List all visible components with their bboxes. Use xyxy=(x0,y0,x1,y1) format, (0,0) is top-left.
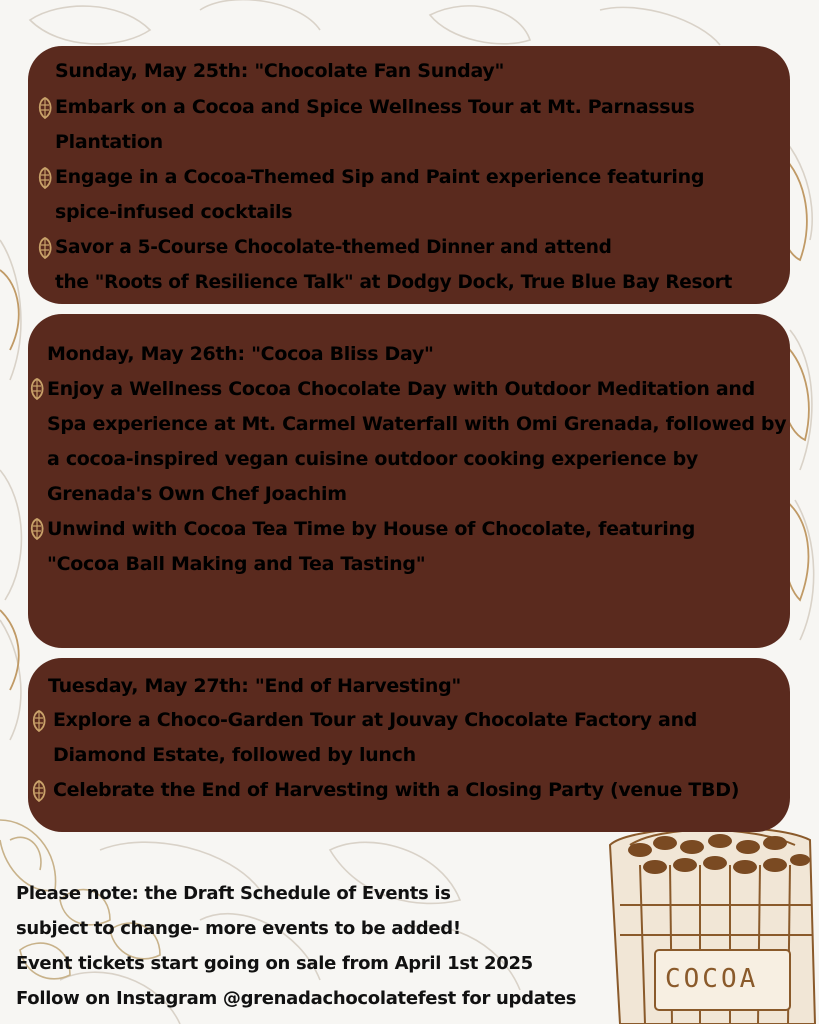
tuesday-event-1: Explore a Choco-Garden Tour at Jouvay Chocolate Factory and Diamond Estate, followed by lunch xyxy=(53,709,698,766)
note-line: Event tickets start going on sale from April 1st 2025 xyxy=(16,953,533,974)
tuesday-title: Tuesday, May 27th: "End of Harvesting" xyxy=(48,675,462,697)
cocoa-bean-icon xyxy=(28,378,46,400)
cocoa-bean-icon xyxy=(30,710,48,732)
monday-event-1: Enjoy a Wellness Cocoa Chocolate Day with Outdoor Meditation and Spa experience at Mt. Carmel Waterfall with Omi Grenada, followed by a cocoa-inspired vegan cuisine outdoor cooking experience by Grenada's Own Chef Joachim xyxy=(47,378,787,505)
sunday-event-3: Savor a 5-Course Chocolate-themed Dinner and attend the "Roots of Resilience Talk" at Dodgy Dock, True Blue Bay Resort xyxy=(55,237,733,293)
cocoa-bean-icon xyxy=(30,780,48,802)
instagram-note: Follow on Instagram @grenadachocolatefest for updates xyxy=(16,988,577,1009)
cocoa-bean-icon xyxy=(36,237,54,259)
schedule-note xyxy=(16,876,576,1016)
cocoa-bean-icon xyxy=(36,167,54,189)
note-line: Please note: the Draft Schedule of Events is xyxy=(16,883,451,904)
sunday-event-2: Engage in a Cocoa-Themed Sip and Paint experience featuring spice-infused cocktails xyxy=(55,166,705,223)
monday-event-2: Unwind with Cocoa Tea Time by House of Chocolate, featuring "Cocoa Ball Making and Tea Tasting" xyxy=(47,518,696,575)
cocoa-bean-icon xyxy=(36,97,54,119)
sunday-title: Sunday, May 25th: "Chocolate Fan Sunday" xyxy=(55,60,505,82)
sack-label: COCOA xyxy=(665,964,759,994)
tuesday-event-2: Celebrate the End of Harvesting with a Closing Party (venue TBD) xyxy=(53,779,740,801)
note-line: subject to change- more events to be added! xyxy=(16,918,461,939)
cocoa-bean-icon xyxy=(28,518,46,540)
monday-title: Monday, May 26th: "Cocoa Bliss Day" xyxy=(47,343,434,365)
sunday-event-1: Embark on a Cocoa and Spice Wellness Tour at Mt. Parnassus Plantation xyxy=(55,96,695,153)
